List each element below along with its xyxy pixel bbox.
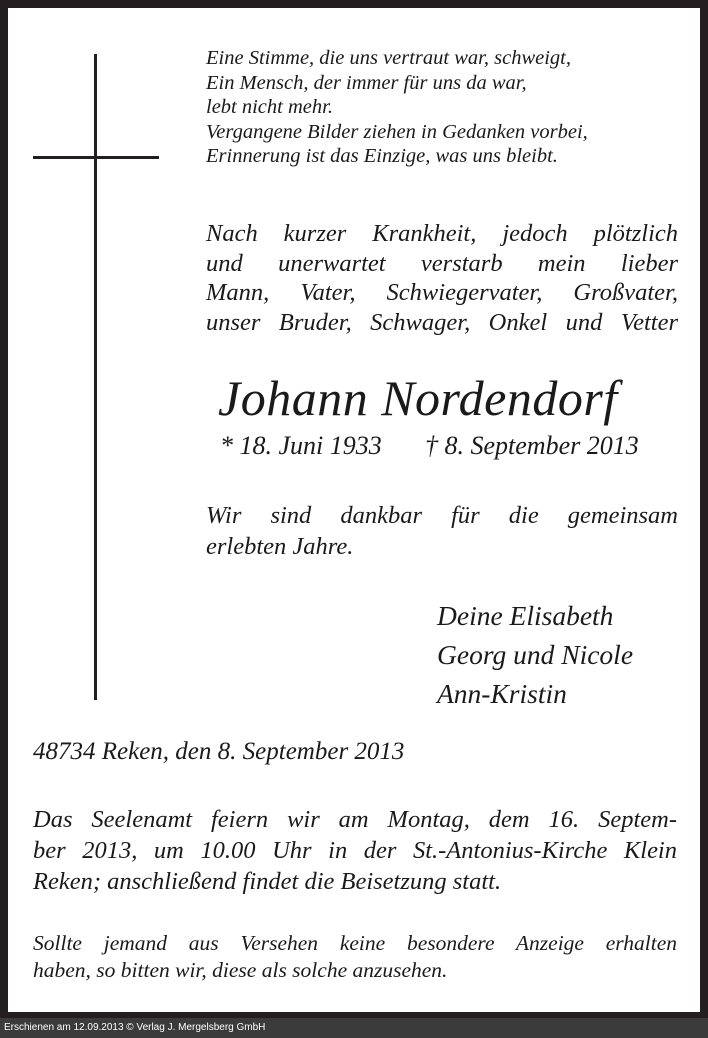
poem-line: Eine Stimme, die uns vertraut war, schweigt,: [206, 47, 571, 69]
mass-line: ber 2013, um 10.00 Uhr in der St.-Antonius-Kirche Klein: [33, 837, 677, 864]
deceased-name: Johann Nordendorf: [218, 370, 618, 426]
poem-line: Erinnerung ist das Einzige, was uns bleibt.: [206, 145, 558, 167]
poem-line: lebt nicht mehr.: [206, 96, 333, 118]
poem-line: Vergangene Bilder ziehen in Gedanken vorbei,: [206, 120, 588, 143]
gratitude-text: [206, 500, 678, 562]
publication-footer: Erschienen am 12.09.2013 © Verlag J. Mergelsberg GmbH: [0, 1018, 708, 1038]
announcement-line: Nach kurzer Krankheit, jedoch plötzlich: [206, 220, 678, 247]
announcement-line: Mann, Vater, Schwiegervater, Großvater,: [206, 279, 678, 306]
announcement-line: unser Bruder, Schwager, Onkel und Vetter: [206, 308, 678, 336]
mass-line: Das Seelenamt feiern wir am Montag, dem 16. Septem-: [33, 806, 677, 833]
death-date: † 8. September 2013: [425, 431, 639, 460]
cross-vertical-bar: [94, 54, 97, 700]
mass-line: Reken; anschließend findet die Beisetzung statt.: [33, 868, 502, 895]
signers: [437, 596, 633, 713]
cross-horizontal-bar: [33, 156, 159, 159]
poem: [206, 46, 588, 169]
signer-name: Georg und Nicole: [437, 639, 634, 670]
poem-line: Ein Mensch, der immer für uns da war,: [206, 71, 527, 94]
note-line: haben, so bitten wir, diese als solche anzusehen.: [33, 958, 448, 982]
signer-name: Ann-Kristin: [437, 678, 567, 709]
birth-date: * 18. Juni 1933: [220, 431, 382, 460]
announcement-text: [206, 219, 678, 337]
gratitude-line: Wir sind dankbar für die gemeinsam: [206, 502, 678, 529]
notice-text: [33, 930, 677, 984]
signer-name: Deine Elisabeth: [437, 600, 614, 631]
announcement-line: und unerwartet verstarb mein lieber: [206, 249, 678, 277]
place-and-date: 48734 Reken, den 8. September 2013: [33, 738, 405, 765]
note-line: Sollte jemand aus Versehen keine besondere Anzeige erhalten: [33, 931, 677, 955]
gratitude-line: erlebten Jahre.: [206, 533, 354, 560]
funeral-mass-info: [33, 804, 677, 897]
